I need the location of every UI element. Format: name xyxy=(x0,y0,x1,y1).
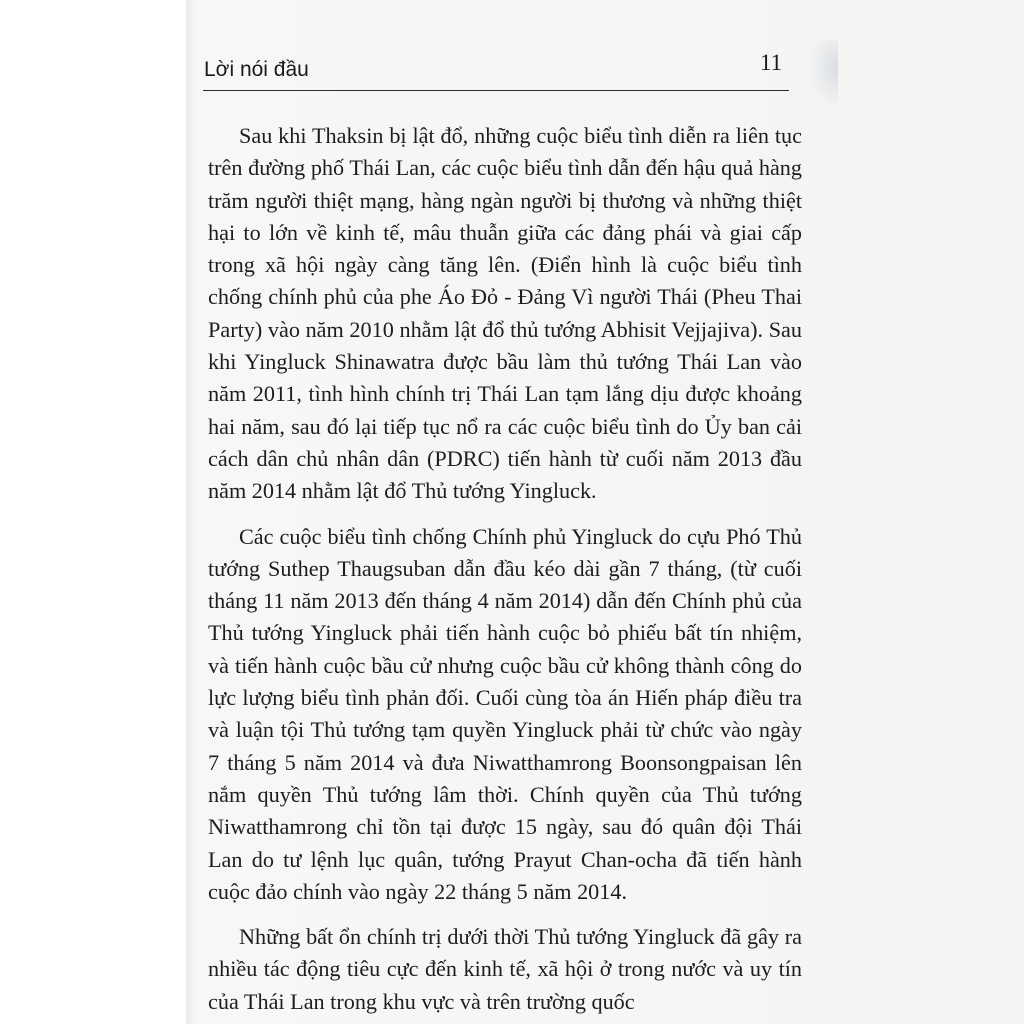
body-text xyxy=(208,120,802,1018)
paragraph-1: Sau khi Thaksin bị lật đổ, những cuộc biểu tình diễn ra liên tục trên đường phố Thái Lan, các cuộc biểu tình dẫn đến hậu quả hàng trăm người thiệt mạng, hàng ngàn người bị thương và những thiệt hại to lớn về kinh tế, mâu thuẫn giữa các đảng phái và giai cấp trong xã hội ngày càng tăng lên. (Điển hình là cuộc biểu tình chống chính phủ của phe Áo Đỏ - Đảng Vì người Thái (Pheu Thai Party) vào năm 2010 nhằm lật đổ thủ tướng Abhisit Vejjajiva). Sau khi Yingluck Shinawatra được bầu làm thủ tướng Thái Lan vào năm 2011, tình hình chính trị Thái Lan tạm lắng dịu được khoảng hai năm, sau đó lại tiếp tục nổ ra các cuộc biểu tình do Ủy ban cải cách dân chủ nhân dân (PDRC) tiến hành từ cuối năm 2013 đầu năm 2014 nhằm lật đổ Thủ tướng Yingluck. xyxy=(208,123,802,504)
header-divider xyxy=(203,90,789,91)
page-number: 11 xyxy=(760,50,783,75)
paragraph-3: Những bất ổn chính trị dưới thời Thủ tướng Yingluck đã gây ra nhiều tác động tiêu cực đến kinh tế, xã hội ở trong nước và uy tín của Thái Lan trong khu vực và trên trường quốc xyxy=(208,924,802,1014)
paragraph-2: Các cuộc biểu tình chống Chính phủ Yingluck do cựu Phó Thủ tướng Suthep Thaugsuban dẫn đầu kéo dài gần 7 tháng, (từ cuối tháng 11 năm 2013 đến tháng 4 năm 2014) dẫn đến Chính phủ của Thủ tướng Yingluck phải tiến hành cuộc bỏ phiếu bất tín nhiệm, và tiến hành cuộc bầu cử nhưng cuộc bầu cử không thành công do lực lượng biểu tình phản đối. Cuối cùng tòa án Hiến pháp điều tra và luận tội Thủ tướng tạm quyền Yingluck phải từ chức vào ngày 7 tháng 5 năm 2014 và đưa Niwatthamrong Boonsongpaisan lên nắm quyền Thủ tướng lâm thời. Chính quyền của Thủ tướng Niwatthamrong chỉ tồn tại được 15 ngày, sau đó quân đội Thái Lan do tư lệnh lục quân, tướng Prayut Chan-ocha đã tiến hành cuộc đảo chính vào ngày 22 tháng 5 năm 2014. xyxy=(208,523,802,904)
page-edge-shadow xyxy=(808,40,838,110)
running-header-title: Lời nói đầu xyxy=(204,58,309,81)
scan-left-margin xyxy=(0,0,186,1024)
